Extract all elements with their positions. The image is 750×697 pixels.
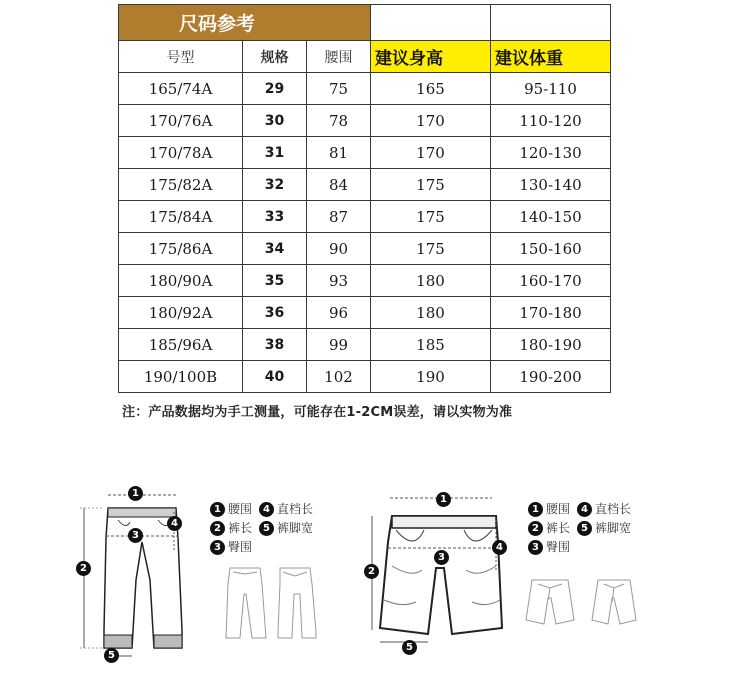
cell-spec: 35 — [243, 265, 307, 297]
legend-num-5: 5 — [577, 521, 592, 536]
header-spec: 规格 — [243, 41, 307, 73]
marker-2: 2 — [364, 564, 379, 579]
cell-spec: 31 — [243, 137, 307, 169]
legend-waist: 腰围 — [546, 502, 571, 516]
table-row — [119, 361, 611, 393]
cell-spec: 38 — [243, 329, 307, 361]
cell-height: 175 — [371, 169, 491, 201]
marker-3: 3 — [434, 550, 449, 565]
cell-waist: 90 — [307, 233, 371, 265]
cell-height: 170 — [371, 137, 491, 169]
cell-size: 180/90A — [119, 265, 243, 297]
cell-size: 185/96A — [119, 329, 243, 361]
cell-waist: 93 — [307, 265, 371, 297]
cell-waist: 96 — [307, 297, 371, 329]
legend-waist: 腰围 — [228, 502, 253, 516]
legend-hip: 臀围 — [228, 540, 253, 554]
cell-waist: 99 — [307, 329, 371, 361]
cell-height: 185 — [371, 329, 491, 361]
measurement-note: 注：产品数据均为手工测量，可能存在1-2CM误差，请以实物为准 — [122, 405, 513, 420]
cell-height: 190 — [371, 361, 491, 393]
cell-height: 165 — [371, 73, 491, 105]
cell-spec: 29 — [243, 73, 307, 105]
table-header-row — [119, 41, 611, 73]
cell-weight: 120-130 — [491, 137, 611, 169]
table-title: 尺码参考 — [119, 5, 371, 41]
legend-num-1: 1 — [528, 502, 543, 517]
cell-spec: 30 — [243, 105, 307, 137]
cell-spec: 34 — [243, 233, 307, 265]
cell-waist: 78 — [307, 105, 371, 137]
cell-weight: 150-160 — [491, 233, 611, 265]
table-row — [119, 137, 611, 169]
cell-weight: 190-200 — [491, 361, 611, 393]
legend-hem: 裤脚宽 — [595, 521, 632, 535]
table-row — [119, 201, 611, 233]
cell-spec: 33 — [243, 201, 307, 233]
blank-cell — [491, 5, 611, 41]
long-pants-diagram — [70, 470, 350, 670]
header-size: 号型 — [119, 41, 243, 73]
cell-waist: 75 — [307, 73, 371, 105]
marker-2: 2 — [76, 561, 91, 576]
cell-weight: 140-150 — [491, 201, 611, 233]
legend-num-4: 4 — [577, 502, 592, 517]
table-row — [119, 329, 611, 361]
marker-3: 3 — [128, 528, 143, 543]
header-weight: 建议体重 — [491, 41, 611, 73]
cell-weight: 95-110 — [491, 73, 611, 105]
table-row — [119, 297, 611, 329]
legend-rise: 直档长 — [595, 502, 632, 516]
cell-height: 175 — [371, 201, 491, 233]
legend-num-2: 2 — [528, 521, 543, 536]
table-title-row — [119, 5, 611, 41]
table-row — [119, 105, 611, 137]
cell-size: 170/78A — [119, 137, 243, 169]
cell-size: 175/82A — [119, 169, 243, 201]
table-row — [119, 265, 611, 297]
header-waist: 腰围 — [307, 41, 371, 73]
legend-num-4: 4 — [259, 502, 274, 517]
cell-size: 175/86A — [119, 233, 243, 265]
table-row — [119, 73, 611, 105]
marker-5: 5 — [104, 648, 119, 663]
cell-height: 175 — [371, 233, 491, 265]
cell-size: 175/84A — [119, 201, 243, 233]
marker-1: 1 — [128, 486, 143, 501]
cell-weight: 110-120 — [491, 105, 611, 137]
cell-waist: 84 — [307, 169, 371, 201]
marker-1: 1 — [436, 492, 451, 507]
marker-4: 4 — [492, 540, 507, 555]
size-chart-table — [118, 4, 611, 393]
cell-spec: 36 — [243, 297, 307, 329]
cell-waist: 102 — [307, 361, 371, 393]
cell-weight: 180-190 — [491, 329, 611, 361]
cell-height: 180 — [371, 265, 491, 297]
cell-weight: 170-180 — [491, 297, 611, 329]
legend-hem: 裤脚宽 — [277, 521, 314, 535]
cell-height: 170 — [371, 105, 491, 137]
cell-weight: 130-140 — [491, 169, 611, 201]
header-height: 建议身高 — [371, 41, 491, 73]
long-pants-legend — [210, 500, 317, 557]
cell-weight: 160-170 — [491, 265, 611, 297]
marker-4: 4 — [167, 516, 182, 531]
legend-rise: 直档长 — [277, 502, 314, 516]
legend-num-2: 2 — [210, 521, 225, 536]
shorts-legend — [528, 500, 635, 557]
cell-size: 165/74A — [119, 73, 243, 105]
cell-height: 180 — [371, 297, 491, 329]
cell-size: 190/100B — [119, 361, 243, 393]
table-row — [119, 169, 611, 201]
shorts-diagram — [362, 470, 652, 670]
legend-length: 裤长 — [546, 521, 571, 535]
cell-waist: 81 — [307, 137, 371, 169]
cell-spec: 32 — [243, 169, 307, 201]
legend-hip: 臀围 — [546, 540, 571, 554]
cell-size: 180/92A — [119, 297, 243, 329]
table-row — [119, 233, 611, 265]
marker-5: 5 — [402, 640, 417, 655]
cell-spec: 40 — [243, 361, 307, 393]
legend-num-3: 3 — [528, 540, 543, 555]
legend-num-3: 3 — [210, 540, 225, 555]
legend-num-1: 1 — [210, 502, 225, 517]
cell-waist: 87 — [307, 201, 371, 233]
cell-size: 170/76A — [119, 105, 243, 137]
legend-num-5: 5 — [259, 521, 274, 536]
blank-cell — [371, 5, 491, 41]
legend-length: 裤长 — [228, 521, 253, 535]
